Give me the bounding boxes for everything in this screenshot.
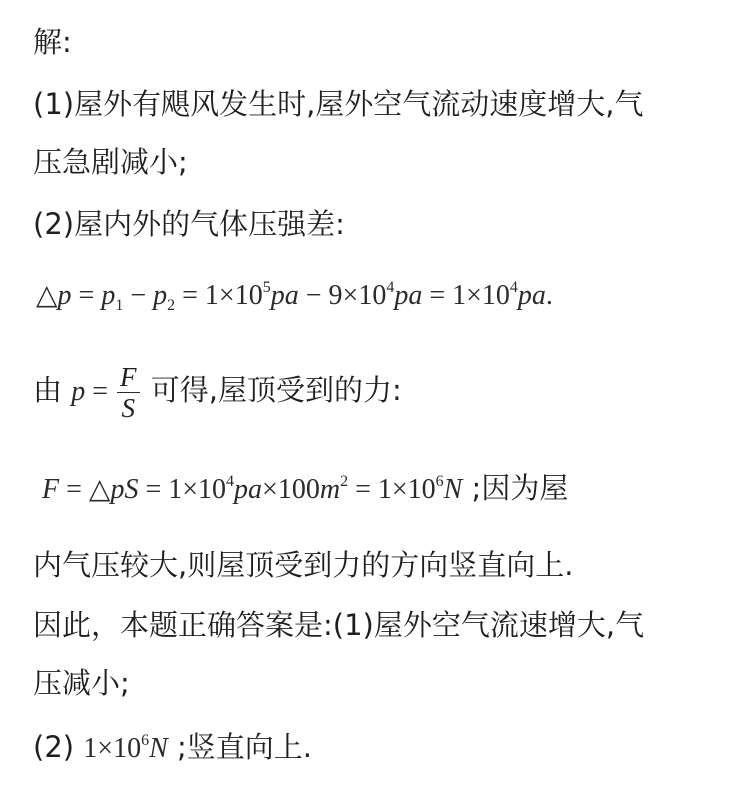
times-100: ×100 (262, 474, 320, 505)
value-1e5-base: = 1×10 (175, 280, 263, 311)
answer-value (83, 733, 167, 764)
unit-pa: pa (234, 474, 263, 505)
part1-line2: 压急剧减小; (33, 145, 188, 179)
force-equation-line (42, 468, 730, 510)
unit-N: N (149, 733, 168, 764)
exponent-6: 6 (141, 732, 150, 749)
minus-sign: − (123, 280, 154, 311)
answer-line2: 压减小; (33, 666, 130, 700)
unit-m: m (319, 474, 341, 505)
value-1e4-base: = 1×10 (138, 474, 227, 505)
unit-N: N (443, 474, 463, 505)
exponent-4: 4 (226, 473, 235, 490)
exponent-6: 6 (435, 473, 444, 490)
exponent-4: 4 (509, 279, 518, 296)
solution-heading: 解: (33, 25, 72, 59)
answer-line1: 因此，本题正确答案是:(1)屋外空气流速增大,气 (33, 608, 645, 642)
fraction-F-over-S (117, 362, 140, 423)
fraction-numerator: F (117, 362, 140, 393)
pressure-formula-line (33, 358, 730, 422)
formula-p (71, 376, 115, 407)
unit-pa: pa (517, 280, 546, 311)
exponent-5: 5 (262, 279, 271, 296)
equation-pressure-difference (36, 279, 553, 314)
equals-sign: = (85, 376, 116, 407)
suffix-text: ;竖直向上. (167, 730, 312, 764)
var-p1: p (101, 280, 116, 311)
equals-sign: = (71, 280, 102, 311)
part2-heading: (2)屋内外的气体压强差: (33, 207, 345, 241)
value-1e6-base: 1×10 (83, 733, 142, 764)
unit-pa: pa (270, 280, 299, 311)
answer-line3 (33, 727, 730, 769)
prefix-text: 由 (33, 373, 72, 407)
period: . (545, 280, 553, 311)
pressure-difference-equation (36, 274, 730, 316)
subscript-2: 2 (167, 297, 176, 314)
value-1e6-base: = 1×10 (348, 474, 436, 505)
value-9e4-base: − 9×10 (298, 280, 387, 311)
equals-delta: = △ (59, 474, 111, 505)
prefix-text: (2) (33, 730, 84, 764)
fraction-denominator: S (121, 392, 136, 423)
conclusion-line: 内气压较大,则屋顶受到力的方向竖直向上. (33, 548, 574, 582)
delta-symbol: △ (36, 280, 58, 311)
var-p: p (71, 376, 86, 407)
trailing-text: ;因为屋 (462, 471, 569, 505)
part1-line1: (1)屋外有飓风发生时,屋外空气流动速度增大,气 (33, 87, 644, 121)
unit-pa: pa (394, 280, 423, 311)
exponent-4: 4 (386, 279, 395, 296)
equation-force (42, 474, 462, 505)
value-1e4-base: = 1×10 (422, 280, 510, 311)
var-F: F (42, 474, 60, 505)
subscript-1: 1 (115, 297, 124, 314)
exponent-2: 2 (340, 473, 349, 490)
var-p2: p (153, 280, 168, 311)
var-p: p (57, 280, 72, 311)
suffix-text: 可得,屋顶受到的力: (141, 373, 402, 407)
var-pS: pS (110, 474, 139, 505)
